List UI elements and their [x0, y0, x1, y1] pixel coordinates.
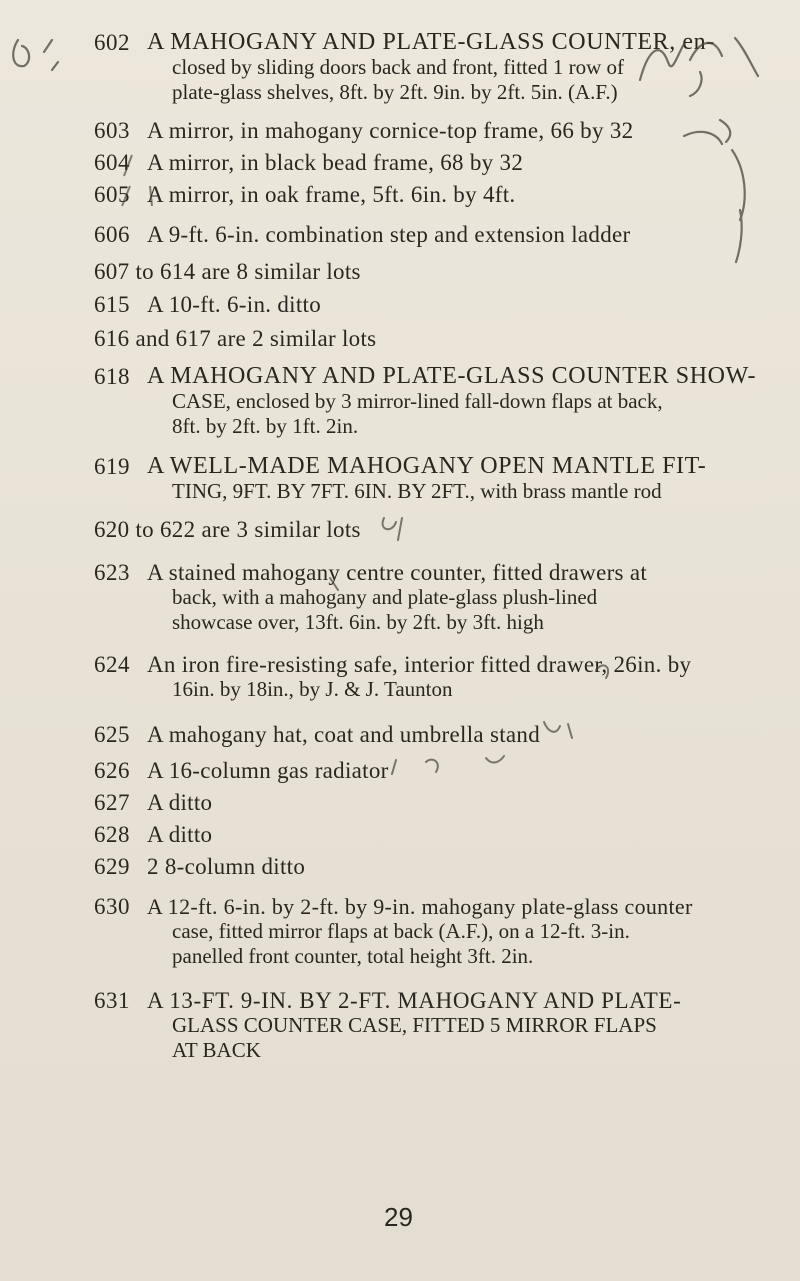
- lot-number: 615: [94, 292, 130, 317]
- lot-description-line: back, with a mahogany and plate-glass plush-lined: [172, 585, 598, 609]
- lot-description-line: 8ft. by 2ft. by 1ft. 2in.: [172, 414, 359, 438]
- lot-number: 629: [94, 854, 130, 879]
- lot-number: 628: [94, 822, 130, 847]
- lot-number: 619: [94, 454, 130, 479]
- lot-description-line: A 10-ft. 6-in. ditto: [147, 292, 322, 317]
- lot-description-line: An iron fire-resisting safe, interior fitted drawer, 26in. by: [147, 652, 692, 677]
- lot-description-line: A 12-ft. 6-in. by 2-ft. by 9-in. mahogany plate-glass counter: [147, 894, 693, 919]
- lot-range-note: 607 to 614 are 8 similar lots: [94, 259, 361, 284]
- lot-number: 603: [94, 118, 130, 143]
- lot-number: 624: [94, 652, 130, 677]
- lot-number: 625: [94, 722, 130, 747]
- lot-description-line: A mirror, in oak frame, 5ft. 6in. by 4ft.: [147, 182, 516, 207]
- lot-description-line: A mirror, in black bead frame, 68 by 32: [147, 150, 524, 175]
- lot-description-line: 2 8-column ditto: [147, 854, 306, 879]
- lot-description-line: closed by sliding doors back and front, fitted 1 row of: [172, 55, 624, 79]
- lot-number: 626: [94, 758, 130, 783]
- lot-number: 604: [94, 150, 130, 175]
- lot-description-line: plate-glass shelves, 8ft. by 2ft. 9in. by 2ft. 5in. (A.F.): [172, 80, 618, 104]
- lot-description-line: panelled front counter, total height 3ft. 2in.: [172, 944, 534, 968]
- lot-number: 602: [94, 30, 130, 55]
- lot-description-line: A mahogany hat, coat and umbrella stand: [147, 722, 541, 747]
- lot-number: 627: [94, 790, 130, 815]
- lot-number: 618: [94, 364, 130, 389]
- page-number: 29: [384, 1202, 413, 1232]
- lot-description-line: A WELL-MADE MAHOGANY OPEN MANTLE FIT-: [147, 453, 707, 479]
- lot-description-line: showcase over, 13ft. 6in. by 2ft. by 3ft. high: [172, 610, 544, 634]
- lot-description-line: case, fitted mirror flaps at back (A.F.), on a 12-ft. 3-in.: [172, 919, 630, 943]
- lot-description-line: GLASS COUNTER CASE, FITTED 5 MIRROR FLAPS: [172, 1013, 657, 1037]
- lot-description-line: A 9-ft. 6-in. combination step and extension ladder: [147, 222, 631, 247]
- lot-description-line: A ditto: [147, 790, 213, 815]
- lot-description-line: A MAHOGANY AND PLATE-GLASS COUNTER, en-: [147, 29, 715, 55]
- lot-description-line: A 13-FT. 9-IN. BY 2-FT. MAHOGANY AND PLATE-: [147, 988, 682, 1013]
- lot-number: 606: [94, 222, 130, 247]
- lot-description-line: TING, 9FT. BY 7FT. 6IN. BY 2FT., with brass mantle rod: [172, 479, 662, 503]
- lot-range-note: 616 and 617 are 2 similar lots: [94, 326, 377, 351]
- pencil-annotation-mid: [0, 500, 800, 800]
- lot-number: 631: [94, 988, 130, 1013]
- lot-description-line: A MAHOGANY AND PLATE-GLASS COUNTER SHOW-: [147, 363, 757, 389]
- lot-description-line: A 16-column gas radiator: [147, 758, 389, 783]
- lot-number: 630: [94, 894, 130, 919]
- lot-description-line: A stained mahogany centre counter, fitted drawers at: [147, 560, 648, 585]
- lot-description-line: 16in. by 18in., by J. & J. Taunton: [172, 677, 453, 701]
- lot-description-line: A mirror, in mahogany cornice-top frame, 66 by 32: [147, 118, 634, 143]
- lot-description-line: AT BACK: [172, 1038, 261, 1062]
- lot-range-note: 620 to 622 are 3 similar lots: [94, 517, 361, 542]
- lot-number: 623: [94, 560, 130, 585]
- lot-description-line: CASE, enclosed by 3 mirror-lined fall-down flaps at back,: [172, 389, 663, 413]
- lot-description-line: A ditto: [147, 822, 213, 847]
- lot-number: 605: [94, 182, 130, 207]
